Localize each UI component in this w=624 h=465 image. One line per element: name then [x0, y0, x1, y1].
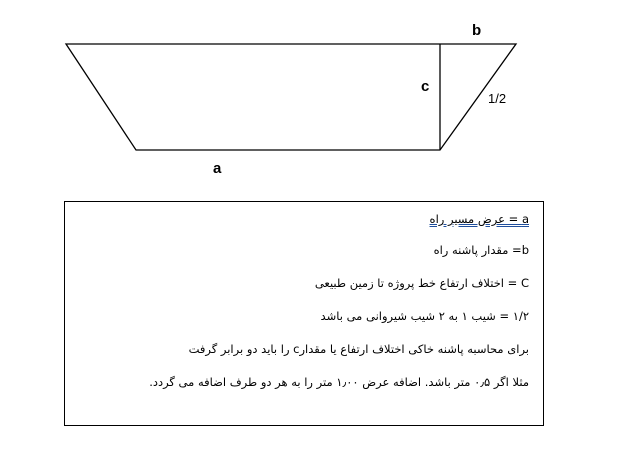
label-b: b	[472, 22, 482, 39]
label-slope: 1/2	[488, 91, 507, 106]
legend-line-a: a = عرض مسیر راه	[429, 212, 529, 226]
road-cross-section-trapezoid	[66, 44, 516, 150]
legend-box	[64, 201, 544, 426]
legend-line-note: برای محاسبه پاشنه خاکی اختلاف ارتفاع یا مقدارc را باید دو برابر گرفت	[188, 342, 529, 356]
legend-line-example: مثلا اگر ۰٫۵ متر باشد. اضافه عرض ۱٫۰۰ متر را به هر دو طرف اضافه می گردد.	[149, 375, 529, 389]
legend-line-c: C = اختلاف ارتفاع خط پروژه تا زمین طبیعی	[314, 276, 529, 290]
legend-line-slope: ۱/۲ = شیب ۱ به ۲ شیب شیروانی می باشد	[320, 309, 529, 323]
legend-line-b: b= مقدار پاشنه راه	[433, 243, 529, 257]
label-a: a	[213, 160, 222, 177]
label-c: c	[421, 78, 430, 95]
trapezoid-diagram	[0, 0, 624, 200]
